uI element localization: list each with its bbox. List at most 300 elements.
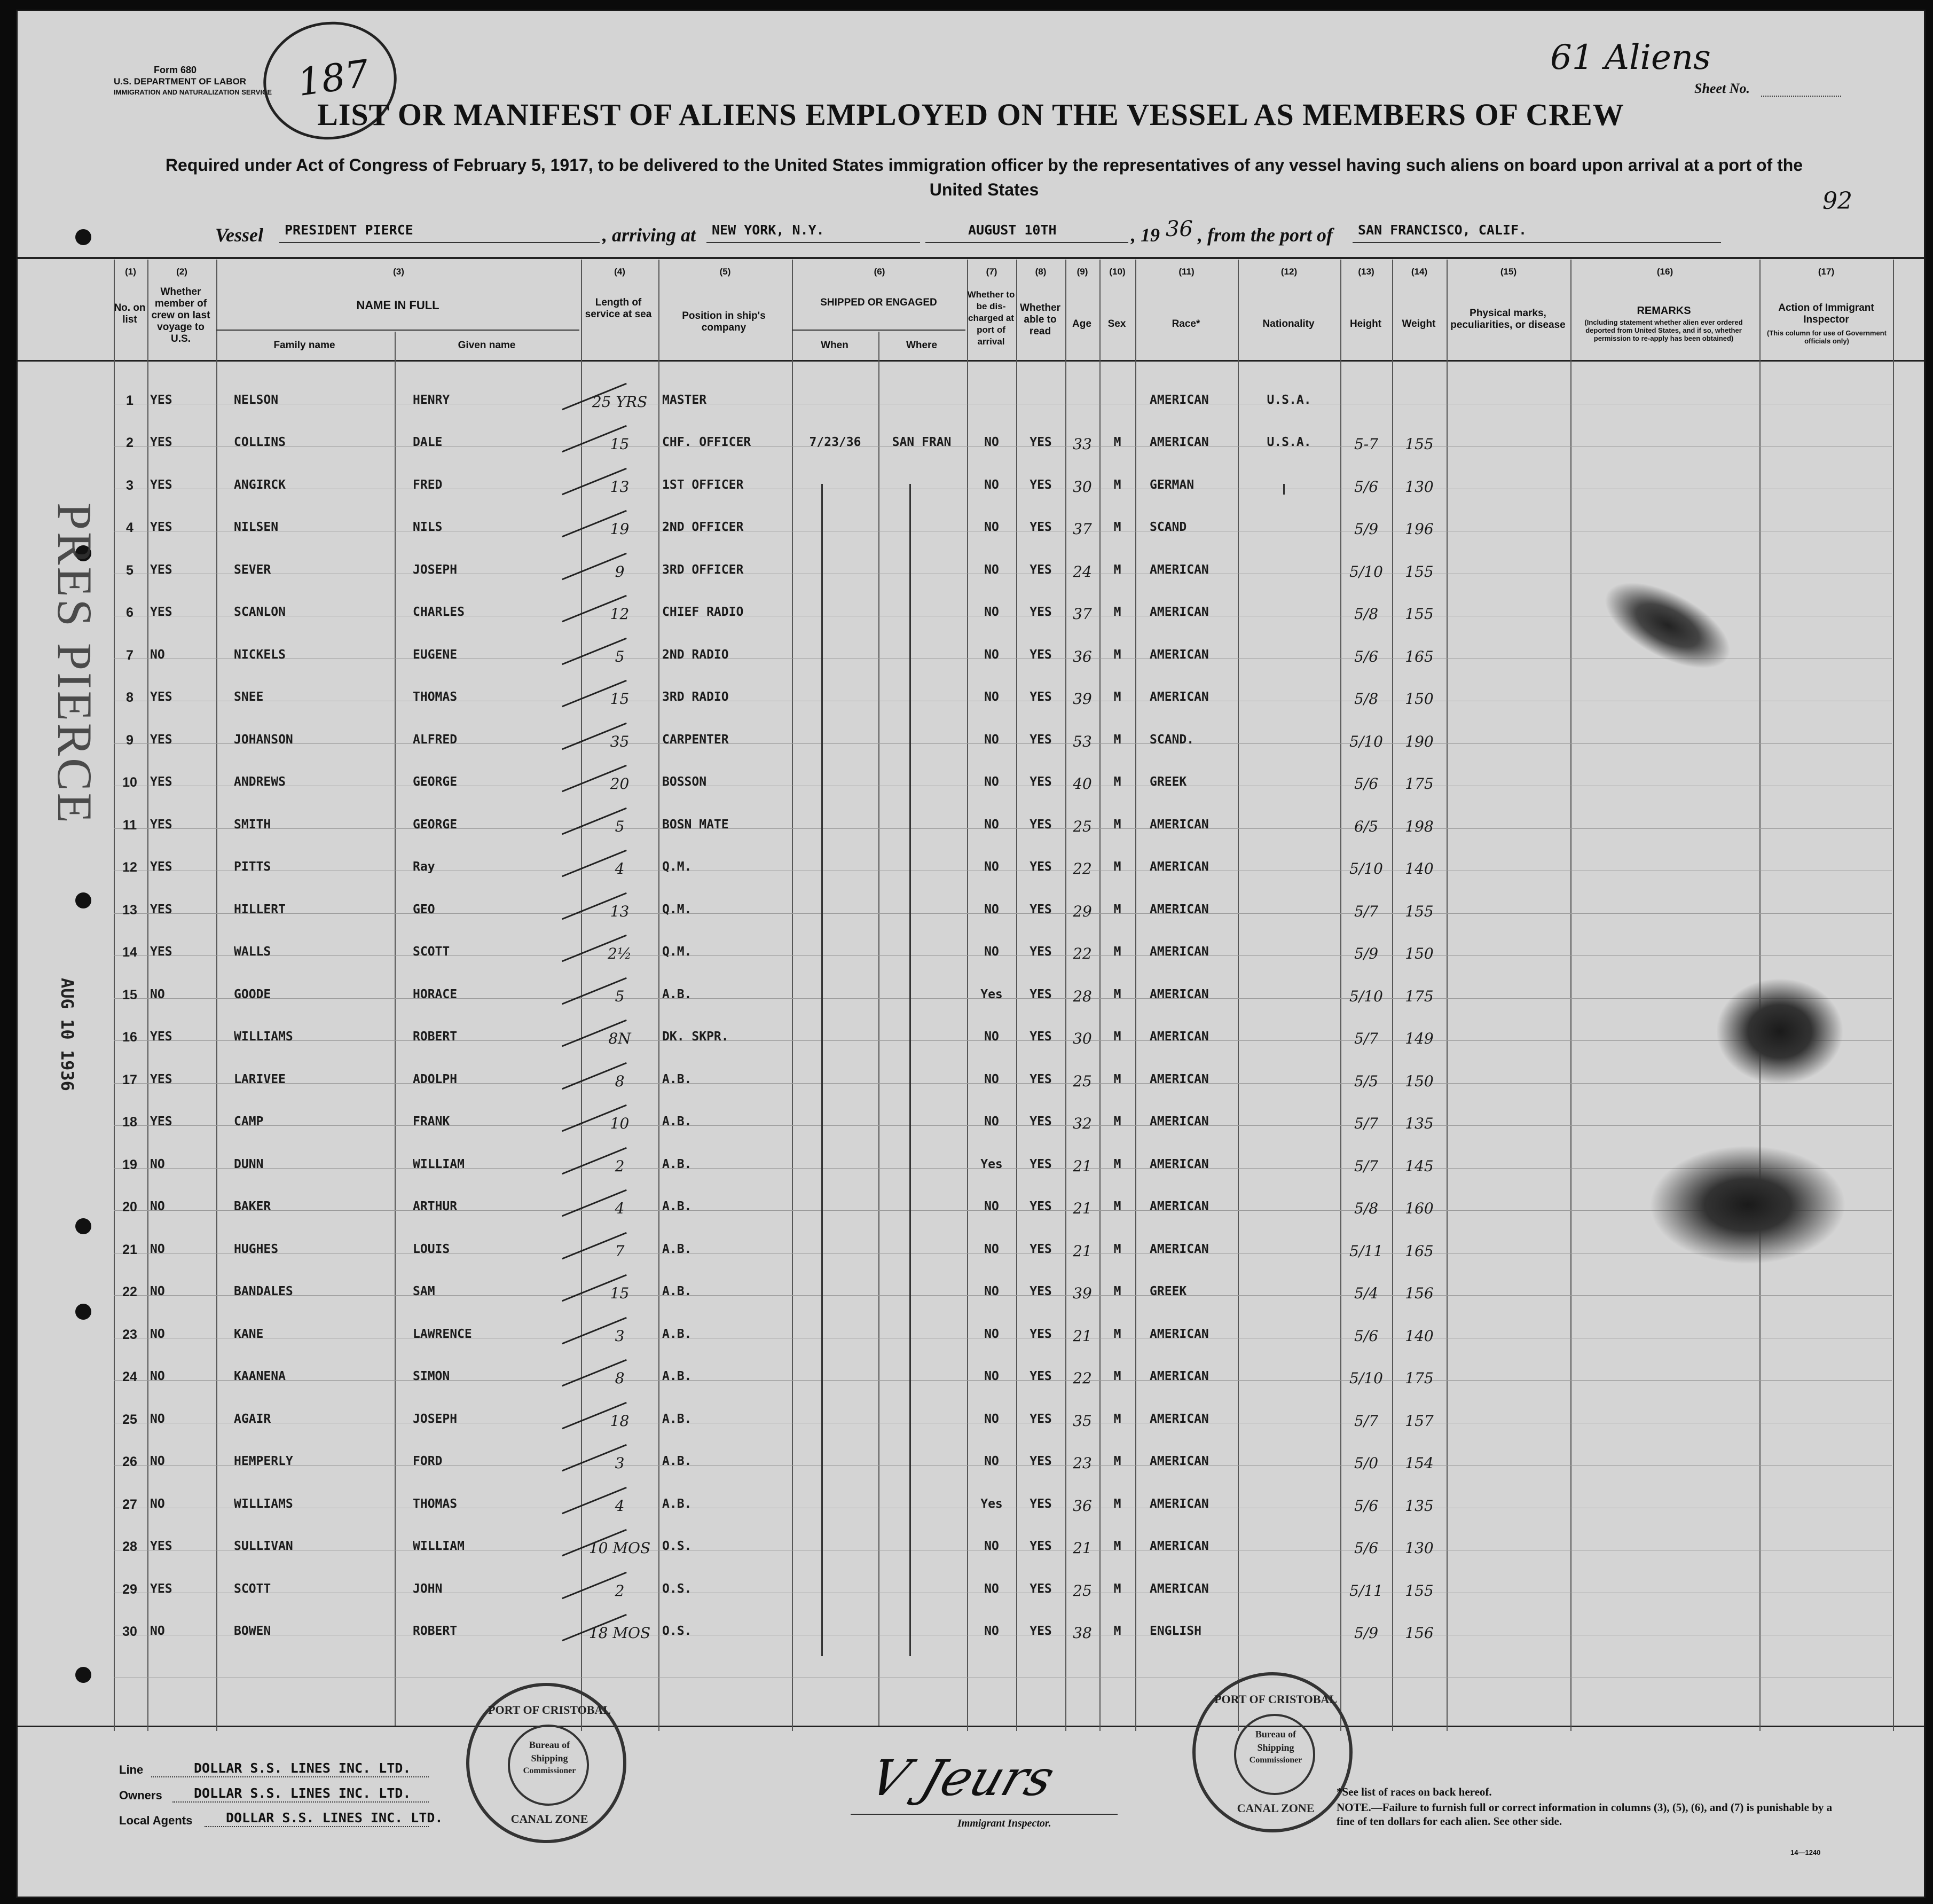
row-number: 8 — [126, 690, 133, 705]
to-be-discharged: NO — [984, 648, 999, 662]
member-last-voyage: YES — [150, 1115, 172, 1129]
to-be-discharged: Yes — [980, 1497, 1003, 1511]
column-divider — [1447, 260, 1448, 1731]
given-name: ALFRED — [413, 733, 458, 747]
row-number: 1 — [126, 393, 133, 408]
sex: M — [1113, 818, 1121, 832]
sheet-number-label: Sheet No. — [1694, 81, 1750, 96]
weight: 135 — [1405, 1115, 1434, 1132]
ship-position: A.B. — [662, 1412, 692, 1426]
row-number: 24 — [122, 1369, 137, 1384]
given-name: SIMON — [413, 1369, 450, 1383]
given-name: ROBERT — [413, 1030, 458, 1044]
ship-position: 2ND RADIO — [662, 648, 729, 662]
family-name: SCANLON — [234, 605, 286, 619]
weight: 130 — [1405, 1539, 1434, 1557]
able-to-read: YES — [1030, 1030, 1052, 1044]
member-last-voyage: YES — [150, 520, 172, 534]
given-name: SAM — [413, 1284, 435, 1298]
row-number: 16 — [122, 1030, 137, 1045]
family-name: COLLINS — [234, 435, 286, 449]
length-of-service: 2 — [615, 1582, 625, 1600]
row-number: 28 — [122, 1539, 137, 1554]
row-number: 11 — [122, 818, 137, 833]
able-to-read: YES — [1030, 1369, 1052, 1383]
age: 28 — [1073, 988, 1092, 1005]
member-last-voyage: NO — [150, 1284, 165, 1298]
age: 33 — [1073, 435, 1092, 453]
table-bottom-rule — [18, 1726, 1924, 1727]
sex: M — [1113, 1582, 1121, 1596]
arriving-port-line — [706, 242, 920, 243]
member-last-voyage: NO — [150, 1157, 165, 1171]
member-last-voyage: YES — [150, 1582, 172, 1596]
from-port-line — [1353, 242, 1721, 243]
column-number: (9) — [1076, 267, 1088, 277]
race: SCAND. — [1150, 733, 1195, 747]
col-head-age: Age — [1072, 318, 1091, 330]
age: 21 — [1073, 1157, 1092, 1175]
length-of-service: 10 — [610, 1115, 630, 1132]
able-to-read: YES — [1030, 435, 1052, 449]
races-note: *See list of races on back hereof. — [1337, 1785, 1492, 1798]
seal-line1: Bureau of — [1255, 1729, 1296, 1740]
col-head-family: Family name — [273, 340, 335, 351]
agents-underline — [205, 1826, 429, 1827]
col-head-when: When — [821, 340, 848, 351]
row-number: 20 — [122, 1200, 137, 1215]
age: 30 — [1073, 1030, 1092, 1047]
member-last-voyage: NO — [150, 1242, 165, 1256]
age: 21 — [1073, 1327, 1092, 1345]
member-last-voyage: NO — [150, 1624, 165, 1638]
row-number: 29 — [122, 1582, 137, 1597]
arriving-port: NEW YORK, N.Y. — [712, 222, 824, 238]
able-to-read: YES — [1030, 478, 1052, 492]
nationality-ditto-line — [1283, 484, 1285, 495]
year-suffix: 36 — [1166, 217, 1193, 241]
column-number: (14) — [1411, 267, 1428, 277]
row-number: 30 — [122, 1624, 137, 1639]
able-to-read: YES — [1030, 1539, 1052, 1553]
ship-position: A.B. — [662, 1284, 692, 1298]
member-last-voyage: NO — [150, 648, 165, 662]
age: 21 — [1073, 1242, 1092, 1260]
ship-position: A.B. — [662, 1115, 692, 1129]
race: GREEK — [1150, 775, 1187, 789]
owners-label: Owners — [119, 1789, 162, 1802]
to-be-discharged: NO — [984, 775, 999, 789]
col-head-name: NAME IN FULL — [356, 299, 439, 312]
column-divider — [1238, 260, 1239, 1731]
punch-hole — [75, 1218, 91, 1234]
race: AMERICAN — [1150, 605, 1209, 619]
col-head-member: Whether member of crew on last voyage to U.S. — [151, 286, 210, 344]
sex: M — [1113, 1624, 1121, 1638]
member-last-voyage: YES — [150, 860, 172, 874]
family-name: NELSON — [234, 393, 279, 407]
ship-position: A.B. — [662, 1072, 692, 1086]
fine-note — [1337, 1800, 1844, 1828]
given-name: JOSEPH — [413, 1412, 458, 1426]
signature-line — [851, 1814, 1118, 1815]
ship-position: BOSSON — [662, 775, 707, 789]
length-of-service: 8 — [615, 1072, 625, 1090]
able-to-read: YES — [1030, 1157, 1052, 1171]
height: 5/10 — [1349, 1369, 1383, 1387]
able-to-read: YES — [1030, 1582, 1052, 1596]
able-to-read: YES — [1030, 860, 1052, 874]
column-number: (10) — [1109, 267, 1126, 277]
age: 37 — [1073, 520, 1092, 538]
form-code: 14—1240 — [1790, 1848, 1821, 1856]
given-name: ROBERT — [413, 1624, 458, 1638]
col-head-race: Race* — [1172, 318, 1200, 330]
sex: M — [1113, 903, 1121, 916]
column-number: (2) — [176, 267, 187, 277]
able-to-read: YES — [1030, 1327, 1052, 1341]
agents-value: DOLLAR S.S. LINES INC. LTD. — [226, 1810, 443, 1825]
sex: M — [1113, 1115, 1121, 1129]
sex: M — [1113, 1284, 1121, 1298]
punch-hole — [75, 1304, 91, 1320]
race: AMERICAN — [1150, 690, 1209, 704]
line-label: Line — [119, 1763, 144, 1776]
family-name: ANGIRCK — [234, 478, 286, 492]
seal-outer-top: PORT OF CRISTOBAL — [1214, 1693, 1337, 1706]
race: SCAND — [1150, 520, 1187, 534]
able-to-read: YES — [1030, 1200, 1052, 1213]
family-name: BANDALES — [234, 1284, 293, 1298]
member-last-voyage: YES — [150, 1030, 172, 1044]
height: 5/10 — [1349, 860, 1383, 877]
col-head-no: No. on list — [114, 302, 146, 325]
height: 5/7 — [1354, 1412, 1379, 1430]
ink-blot — [1716, 978, 1844, 1085]
height: 5/4 — [1354, 1284, 1379, 1302]
able-to-read: YES — [1030, 1242, 1052, 1256]
column-divider — [1135, 260, 1136, 1731]
length-of-service: 12 — [610, 605, 630, 623]
member-last-voyage: YES — [150, 605, 172, 619]
height: 5/6 — [1354, 1327, 1379, 1345]
ship-position: 3RD OFFICER — [662, 563, 744, 577]
row-number: 22 — [122, 1284, 137, 1299]
column-number: (11) — [1178, 267, 1195, 277]
family-name: WALLS — [234, 945, 271, 959]
ship-position: CARPENTER — [662, 733, 729, 747]
to-be-discharged: NO — [984, 945, 999, 959]
family-name: BAKER — [234, 1200, 271, 1213]
sex: M — [1113, 1454, 1121, 1468]
ship-position: Q.M. — [662, 945, 692, 959]
column-number: (17) — [1818, 267, 1835, 277]
ship-position: MASTER — [662, 393, 707, 407]
manifest-sheet — [16, 10, 1926, 1898]
age: 25 — [1073, 1072, 1092, 1090]
ship-position: A.B. — [662, 1157, 692, 1171]
weight: 165 — [1405, 648, 1434, 665]
seal-outer-bottom: CANAL ZONE — [510, 1812, 588, 1825]
to-be-discharged: NO — [984, 818, 999, 832]
race: ENGLISH — [1150, 1624, 1201, 1638]
length-of-service: 4 — [615, 860, 625, 877]
weight: 150 — [1405, 1072, 1434, 1090]
weight: 155 — [1405, 605, 1434, 623]
able-to-read: YES — [1030, 1284, 1052, 1298]
length-of-service: 9 — [615, 563, 625, 581]
col-head-shipped: SHIPPED OR ENGAGED — [820, 297, 937, 308]
to-be-discharged: NO — [984, 733, 999, 747]
col-head-where: Where — [906, 340, 938, 351]
able-to-read: YES — [1030, 1624, 1052, 1638]
given-name: GEORGE — [413, 818, 458, 832]
age: 21 — [1073, 1539, 1092, 1557]
race: AMERICAN — [1150, 1242, 1209, 1256]
ship-position: A.B. — [662, 1242, 692, 1256]
row-number: 21 — [122, 1242, 137, 1257]
col-head-weight: Weight — [1402, 318, 1436, 330]
row-number: 19 — [122, 1157, 137, 1172]
inspector-label: Immigrant Inspector. — [957, 1817, 1051, 1829]
sex: M — [1113, 605, 1121, 619]
race: AMERICAN — [1150, 1412, 1209, 1426]
to-be-discharged: NO — [984, 1284, 999, 1298]
owners-value: DOLLAR S.S. LINES INC. LTD. — [194, 1785, 411, 1801]
family-name: GOODE — [234, 988, 271, 1001]
race: AMERICAN — [1150, 1072, 1209, 1086]
column-number: (5) — [719, 267, 731, 277]
column-divider — [216, 260, 217, 1731]
given-name: FRANK — [413, 1115, 450, 1129]
col-head-remarks-note: (Including statement whether alien ever ordered deported from United States, and if so, whether permission to re-apply has been obtained) — [1584, 318, 1743, 342]
given-name: JOSEPH — [413, 563, 458, 577]
column-divider — [658, 260, 659, 1731]
member-last-voyage: NO — [150, 988, 165, 1001]
to-be-discharged: NO — [984, 903, 999, 916]
form-number: Form 680 — [154, 65, 197, 75]
sex: M — [1113, 563, 1121, 577]
family-name: SULLIVAN — [234, 1539, 293, 1553]
height: 5/10 — [1349, 988, 1383, 1005]
height: 5/7 — [1354, 1115, 1379, 1132]
given-name: WILLIAM — [413, 1157, 465, 1171]
race: AMERICAN — [1150, 393, 1209, 407]
seal-outer-bottom: CANAL ZONE — [1237, 1801, 1315, 1815]
seal-inner-ring — [1234, 1714, 1315, 1795]
col-head-read: Whether able to read — [1020, 302, 1060, 337]
weight: 130 — [1405, 478, 1434, 496]
family-name: AGAIR — [234, 1412, 271, 1426]
able-to-read: YES — [1030, 1072, 1052, 1086]
age: 23 — [1073, 1454, 1092, 1472]
when-ditto-line — [821, 484, 823, 1656]
weight: 160 — [1405, 1200, 1434, 1217]
height: 5/6 — [1354, 478, 1379, 496]
from-port-label: , from the port of — [1198, 224, 1333, 246]
given-name: WILLIAM — [413, 1539, 465, 1553]
col-head-sex: Sex — [1107, 318, 1126, 330]
height: 5/11 — [1349, 1582, 1383, 1600]
given-name: JOHN — [413, 1582, 443, 1596]
member-last-voyage: NO — [150, 1454, 165, 1468]
given-name: DALE — [413, 435, 443, 449]
to-be-discharged: NO — [984, 1369, 999, 1383]
member-last-voyage: YES — [150, 393, 172, 407]
shipped-when: 7/23/36 — [809, 435, 861, 449]
subcolumn-divider — [878, 332, 879, 1726]
ship-position: 2ND OFFICER — [662, 520, 744, 534]
member-last-voyage: YES — [150, 690, 172, 704]
col-head-physical: Physical marks, peculiarities, or disease — [1450, 308, 1566, 331]
family-name: KAANENA — [234, 1369, 286, 1383]
to-be-discharged: NO — [984, 520, 999, 534]
given-name: HENRY — [413, 393, 450, 407]
race: AMERICAN — [1150, 1369, 1209, 1383]
family-name: SEVER — [234, 563, 271, 577]
age: 53 — [1073, 733, 1092, 750]
date-stamp: AUG 10 1936 — [57, 978, 77, 1091]
ship-position: A.B. — [662, 1497, 692, 1511]
given-name: ADOLPH — [413, 1072, 458, 1086]
length-of-service: 19 — [610, 520, 630, 538]
ink-blot — [1591, 565, 1744, 686]
given-name: HORACE — [413, 988, 458, 1001]
column-number: (12) — [1280, 267, 1298, 277]
arriving-label: , arriving at — [602, 224, 696, 246]
able-to-read: YES — [1030, 775, 1052, 789]
length-of-service: 13 — [610, 478, 630, 496]
sex: M — [1113, 1200, 1121, 1213]
weight: 154 — [1405, 1454, 1434, 1472]
height: 5-7 — [1354, 435, 1379, 453]
col-head-action: Action of Immigrant Inspector — [1778, 302, 1874, 325]
race: AMERICAN — [1150, 1115, 1209, 1129]
to-be-discharged: NO — [984, 1412, 999, 1426]
race: AMERICAN — [1150, 1327, 1209, 1341]
height: 5/8 — [1354, 1200, 1379, 1217]
member-last-voyage: NO — [150, 1412, 165, 1426]
sheet-number-line — [1761, 96, 1841, 97]
row-number: 15 — [122, 988, 137, 1002]
height: 5/6 — [1354, 648, 1379, 665]
length-of-service: 10 MOS — [588, 1539, 651, 1557]
col-head-discharged: Whether to be dis-charged at port of arrival — [967, 289, 1015, 347]
ship-position: A.B. — [662, 1454, 692, 1468]
family-name: BOWEN — [234, 1624, 271, 1638]
able-to-read: YES — [1030, 690, 1052, 704]
shipped-where: SAN FRAN — [892, 435, 952, 449]
to-be-discharged: NO — [984, 563, 999, 577]
to-be-discharged: NO — [984, 1200, 999, 1213]
row-number: 10 — [122, 775, 137, 790]
height: 5/9 — [1354, 520, 1379, 538]
page-subtitle: Required under Act of Congress of February 5, 1917, to be delivered to the United States immigration officer by the representatives of any vessel having such aliens on board upon arrival at a port of the United States — [165, 155, 1803, 199]
age: 32 — [1073, 1115, 1092, 1132]
ship-position: CHIEF RADIO — [662, 605, 744, 619]
weight: 145 — [1405, 1157, 1434, 1175]
row-number: 12 — [122, 860, 137, 875]
length-of-service: 15 — [610, 690, 630, 708]
family-name: WILLIAMS — [234, 1030, 293, 1044]
sex: M — [1113, 1242, 1121, 1256]
ship-position: A.B. — [662, 1200, 692, 1213]
member-last-voyage: NO — [150, 1369, 165, 1383]
weight: 150 — [1405, 945, 1434, 962]
line-underline — [151, 1776, 429, 1777]
height: 5/7 — [1354, 903, 1379, 920]
age: 39 — [1073, 1284, 1092, 1302]
column-number: (13) — [1358, 267, 1374, 277]
able-to-read: YES — [1030, 605, 1052, 619]
ship-position: 3RD RADIO — [662, 690, 729, 704]
family-name: SCOTT — [234, 1582, 271, 1596]
seal-line3: Commissioner — [523, 1766, 576, 1775]
age: 37 — [1073, 605, 1092, 623]
race: AMERICAN — [1150, 1030, 1209, 1044]
sex: M — [1113, 860, 1121, 874]
vessel-name: PRESIDENT PIERCE — [285, 222, 413, 238]
col-head-remarks: REMARKS — [1637, 305, 1691, 317]
column-number: (4) — [614, 267, 625, 277]
family-name: SNEE — [234, 690, 264, 704]
row-number: 2 — [126, 435, 133, 450]
subcolumn-divider — [395, 332, 396, 1726]
given-name: ARTHUR — [413, 1200, 458, 1213]
column-number: (1) — [125, 267, 136, 277]
weight: 135 — [1405, 1497, 1434, 1515]
row-number: 3 — [126, 478, 133, 493]
weight: 155 — [1405, 563, 1434, 581]
given-name: THOMAS — [413, 1497, 458, 1511]
age: 24 — [1073, 563, 1092, 581]
race: AMERICAN — [1150, 563, 1209, 577]
age: 22 — [1073, 860, 1092, 877]
row-number: 18 — [122, 1115, 137, 1130]
to-be-discharged: NO — [984, 605, 999, 619]
given-name: GEORGE — [413, 775, 458, 789]
height: 5/10 — [1349, 733, 1383, 750]
weight: 155 — [1405, 1582, 1434, 1600]
weight: 190 — [1405, 733, 1434, 750]
member-last-voyage: YES — [150, 733, 172, 747]
weight: 155 — [1405, 435, 1434, 453]
ship-position: Q.M. — [662, 860, 692, 874]
ship-position: A.B. — [662, 988, 692, 1001]
given-name: FRED — [413, 478, 443, 492]
to-be-discharged: Yes — [980, 1157, 1003, 1171]
shipped-subrule — [792, 330, 965, 331]
to-be-discharged: NO — [984, 1242, 999, 1256]
length-of-service: 25 YRS — [592, 393, 648, 411]
member-last-voyage: NO — [150, 1200, 165, 1213]
height: 6/5 — [1354, 818, 1379, 835]
member-last-voyage: YES — [150, 478, 172, 492]
arrival-date: AUGUST 10TH — [968, 222, 1057, 238]
family-name: KANE — [234, 1327, 264, 1341]
weight: 175 — [1405, 1369, 1434, 1387]
header-bottom-rule — [18, 360, 1924, 362]
sex: M — [1113, 945, 1121, 959]
ship-position: DK. SKPR. — [662, 1030, 729, 1044]
family-name: ANDREWS — [234, 775, 286, 789]
length-of-service: 15 — [610, 435, 630, 453]
family-name: HILLERT — [234, 903, 286, 916]
member-last-voyage: NO — [150, 1497, 165, 1511]
length-of-service: 4 — [615, 1497, 625, 1515]
page-number: 92 — [1822, 187, 1852, 215]
row-number: 14 — [122, 945, 137, 960]
